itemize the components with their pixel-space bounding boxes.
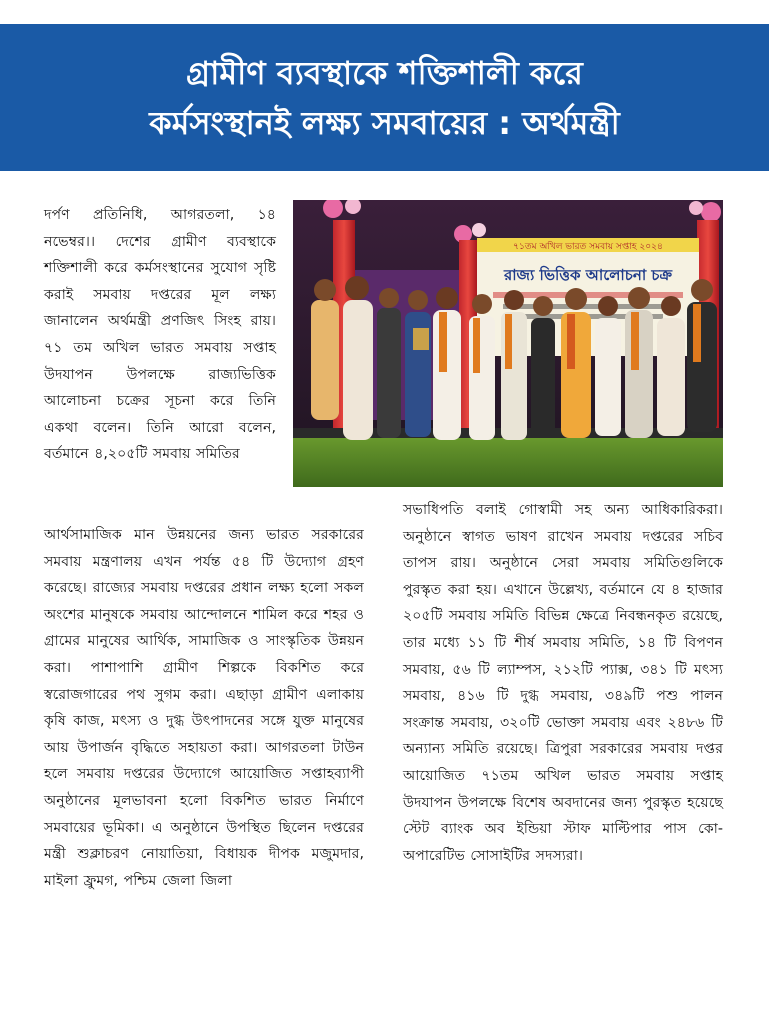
article-column-2 (403, 497, 723, 869)
banner-title: ৭১তম অখিল ভারত সমবায় সপ্তাহ ২০২৪ (513, 242, 663, 252)
article-paragraph: সভাধিপতি বলাই গোস্বামী সহ অন্য আধিকারিকরা। অনুষ্ঠানে স্বাগত ভাষণ রাখেন সমবায় দপ্তরের সচিব তাপস রায়। অনুষ্ঠানে সেরা সমবায় সমিতিগুলিকে পুরস্কৃত করা হয়। এখানে উল্লেখ্য, বর্তমানে যে ৪ হাজার ২০৫টি সমবায় সমিতি বিভিন্ন ক্ষেত্রে নিবন্ধনকৃত রয়েছে, তার মধ্যে ১১ টি শীর্ষ সমবায় সমিতি, ১৪ টি বিপণন সমবায়, ৫৬ টি ল্যাম্পস, ২১২টি প্যাক্স, ৩৪১ টি মৎস্য সমবায়, ৪১৬ টি দুগ্ধ সমবায়, ৩৪৯টি পশু পালন সংক্রান্ত সমবায়, ৩২০টি ভোক্তা সমবায় এবং ২৪৮৬ টি অন্যান্য সমিতি রয়েছে। ত্রিপুরা সরকারের সমবায় দপ্তর আয়োজিত ৭১তম অখিল ভারত সমবায় সপ্তাহ উদযাপন উপলক্ষে বিশেষ অবদানের জন্য পুরস্কৃত হয়েছে স্টেট ব্যাংক অব ইন্ডিয়া স্টাফ মাল্টিপার পাস কো-অপারেটিভ সোসাইটির সদস্যরা। (403, 502, 723, 864)
headline-line-2: কর্মসংস্থানই লক্ষ্য সমবায়ের : অর্থমন্ত্রী (149, 103, 620, 142)
article-column-1-bottom (44, 522, 364, 894)
banner-subtitle: রাজ্য ভিত্তিক আলোচনা চক্র (503, 266, 673, 284)
article-paragraph: আর্থসামাজিক মান উন্নয়নের জন্য ভারত সরকারের সমবায় মন্ত্রণালয় এখন পর্যন্ত ৫৪ টি উদ্যোগ গ্রহণ করেছে। রাজ্যের সমবায় দপ্তরের প্রধান লক্ষ্য হলো সকল অংশের মানুষকে সমবায় আন্দোলনে শামিল করে শহর ও গ্রামের মানুষের আর্থিক, সামাজিক ও সাংস্কৃতিক উন্নয়ন করা। পাশাপাশি গ্রামীণ শিল্পকে বিকশিত করে স্বরোজগারের পথ সুগম করা। এছাড়া গ্রামীণ এলাকায় কৃষি কাজ, মৎস্য ও দুগ্ধ উৎপাদনের সঙ্গে যুক্ত মানুষের আয় উপার্জন বৃদ্ধিতে সহায়তা করা। আগরতলা টাউন হলে সমবায় দপ্তরের উদ্যোগে আয়োজিত সপ্তাহব্যাপী অনুষ্ঠানের মূলভাবনা হলো বিকশিত ভারত নির্মাণে সমবায়ের ভূমিকা। এ অনুষ্ঠানে উপস্থিত ছিলেন দপ্তরের মন্ত্রী শুক্লাচরণ নোয়াতিয়া, বিধায়ক দীপক মজুমদার, মাইলা ফ্রুমগ, পশ্চিম জেলা জিলা (44, 527, 364, 889)
headline-line-1: গ্রামীণ ব্যবস্থাকে শক্তিশালী করে (186, 53, 583, 92)
article-paragraph: দর্পণ প্রতিনিধি, আগরতলা, ১৪ নভেম্বর।। দেশের গ্রামীণ ব্যবস্থাকে শক্তিশালী করে কর্মসংস্থানের সুযোগ সৃষ্টি করাই সমবায় দপ্তরের মূল লক্ষ্য জানালেন অর্থমন্ত্রী প্রণজিৎ সিংহ রায়। ৭১ তম অখিল ভারত সমবায় সপ্তাহ উদযাপন উপলক্ষে রাজ্যভিত্তিক আলোচনা চক্রের সূচনা করে তিনি একথা বলেন। তিনি আরো বলেন, বর্তমানে ৪,২০৫টি সমবায় সমিতির (44, 207, 276, 463)
event-photo (293, 200, 723, 487)
headline-banner (0, 24, 769, 171)
article-column-1-top (44, 202, 276, 468)
